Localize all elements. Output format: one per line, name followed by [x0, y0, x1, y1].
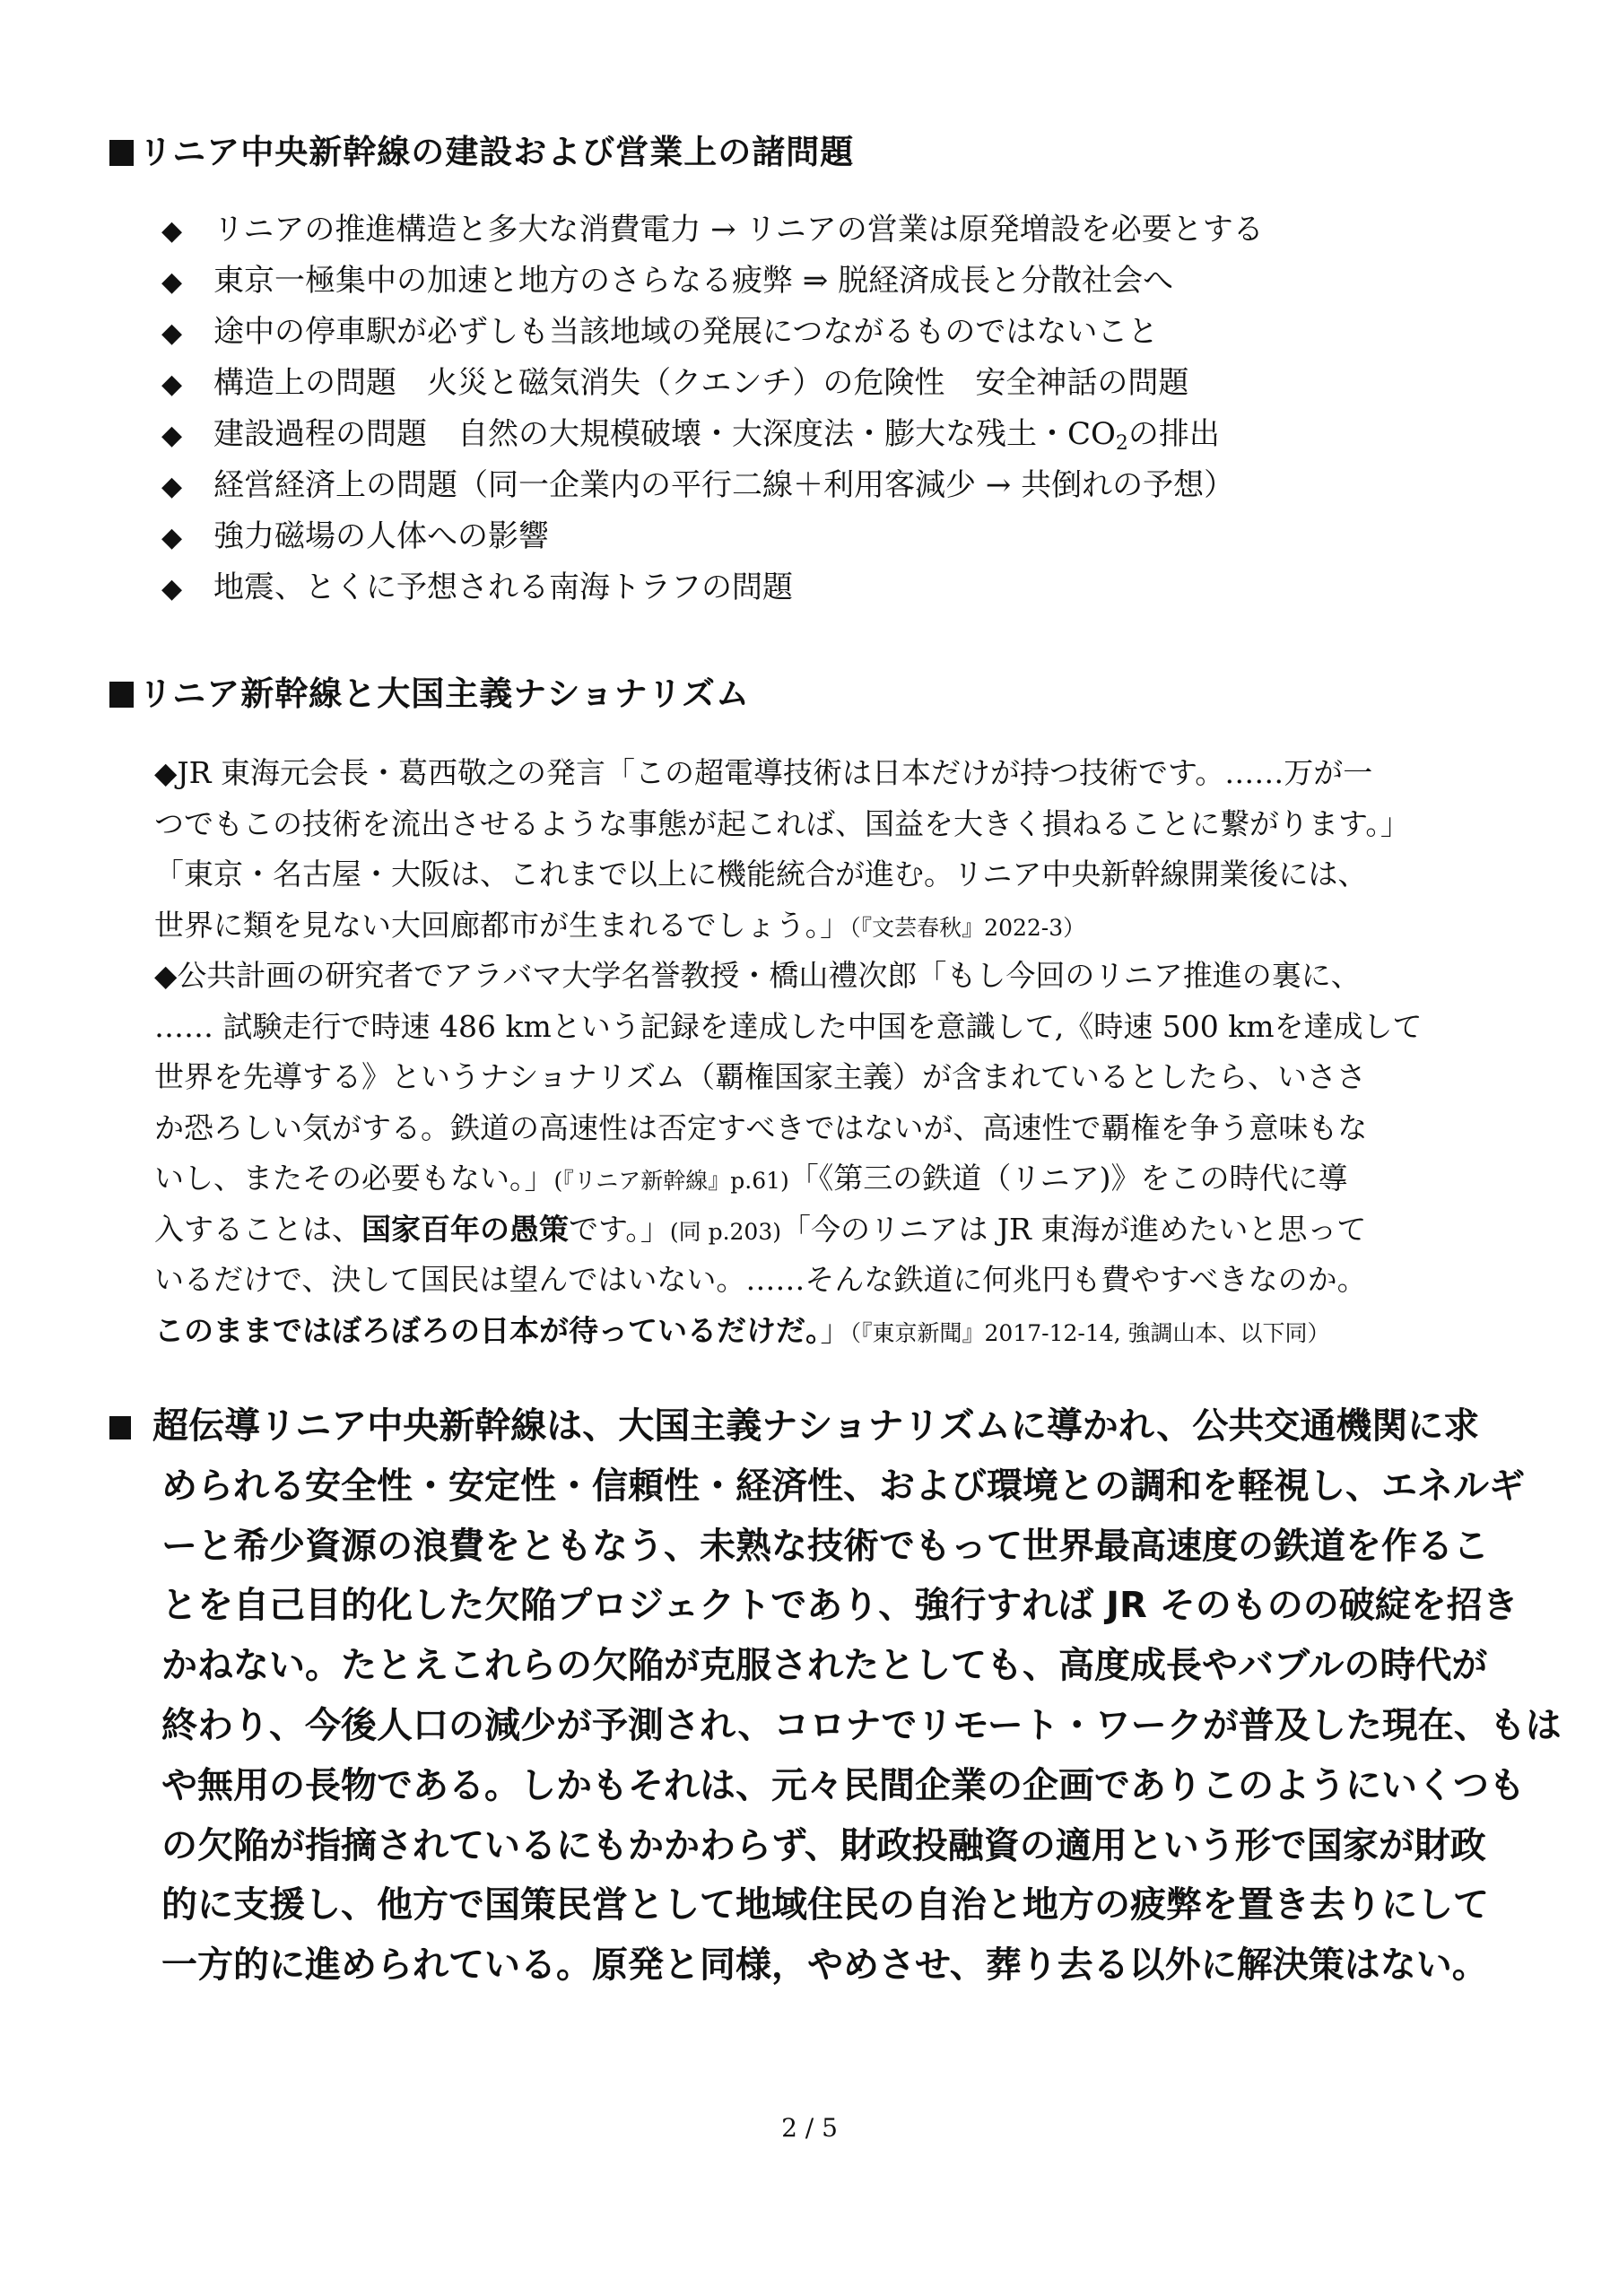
diamond-bullet-icon: ◆: [161, 471, 183, 502]
quotes-paragraph: ◆JR 東海元会長・葛西敬之の発言「この超電導技術は日本だけが持つ技術です。……万が一 つでもこの技術を流出させるような事態が起これば、国益を大きく損ねることに繋がります。」 「東京・名古屋・大阪は、これまで以上に機能統合が進む。リニア中央新幹線開業後には、 世界に類を見ない大回廊都市が生まれるでしょう。」（『文芸春秋』2022-3） ◆公共計画の研究者でアラバマ大学名誉教授・橋山禮次郎「もし今回のリニア推進の裏に、 …… 試験走行で時速 486 kmという記録を達成した中国を意識して,《時速 500 kmを達成して 世界を先導する》というナショナリズム（覇権国家主義）が含まれているとしたら、いささ か恐ろしい気がする。鉄道の高速性は否定すべきではないが、高速性で覇権を争う意味もな いし、またその必要もない。」(『リニア新幹線』p.61)「《第三の鉄道（リニア)》をこの時代に導 入することは、国家百年の愚策です。」(同 p.203)「今のリニアは JR 東海が進めたいと思って いるだけで、決して国民は望んではいない。……そんな鉄道に何兆円も費やすべきなのか。 このままではぼろぼろの日本が待っているだけだ。」（『東京新聞』2017-12-14, 強調山本、以下同）: [154, 755, 1423, 1348]
square-bullet-icon: [109, 1416, 131, 1439]
list-item: ◆ 建設過程の問題 自然の大規模破壊・大深度法・膨大な残土・$CO_2$の排出: [161, 409, 1264, 460]
conclusion-paragraph: 超伝導リニア中央新幹線は、大国主義ナショナリズムに導かれ、公共交通機関に求 められる安全性・安定性・信頼性・経済性、および環境との調和を軽視し、エネルギ ーと希少資源の浪費をともなう、未熟な技術でもって世界最高速度の鉄道を作るこ とを自己目的化した欠陥プロジェクトであり、強行すれば JR そのものの破綻を招き かねない。たとえこれらの欠陥が克服されたとしても、高度成長やバブルの時代が 終わり、今後人口の減少が予測され、コロナでリモート・ワークが普及した現在、もは や無用の長物である。しかもそれは、元々民間企業の企画でありこのようにいくつも の欠陥が指摘されているにもかかわらず、財政投融資の適用という形で国家が財政 的に支援し、他方で国策民営として地域住民の自治と地方の疲弊を置き去りにして 一方的に進められている。原発と同様，やめさせ、葬り去る以外に解決策はない。: [109, 1396, 1545, 1996]
list-item: ◆ 構造上の問題 火災と磁気消失（クエンチ）の危険性 安全神話の問題: [161, 358, 1264, 409]
diamond-bullet-icon: ◆: [161, 266, 183, 298]
list-item: ◆ 経営経済上の問題（同一企業内の平行二線＋利用客減少 → 共倒れの予想）: [161, 460, 1264, 511]
diamond-bullet-icon: ◆: [161, 317, 183, 349]
square-bullet-icon: [109, 682, 134, 708]
list-item: ◆ リニアの推進構造と多大な消費電力 → リニアの営業は原発増設を必要とする: [161, 204, 1264, 256]
section1-heading: [109, 133, 854, 172]
diamond-bullet-icon: ◆: [161, 420, 183, 451]
section1-title: リニア中央新幹線の建設および営業上の諸問題: [139, 133, 855, 171]
diamond-bullet-icon: ◆: [161, 573, 183, 604]
section2-title: リニア新幹線と大国主義ナショナリズム: [139, 674, 751, 713]
citation: （『文芸春秋』2022-3）: [849, 914, 1086, 941]
section1-bullet-list: [161, 204, 1264, 613]
citation: （『東京新聞』2017-12-14, 強調山本、以下同）: [849, 1319, 1330, 1346]
page-number: 2 / 5: [781, 2113, 838, 2143]
list-item: ◆ 地震、とくに予想される南海トラフの問題: [161, 562, 1264, 613]
emphasis-text: このままではぼろぼろの日本が待っているだけだ。: [154, 1312, 821, 1348]
list-item: ◆ 強力磁場の人体への影響: [161, 511, 1264, 562]
list-item: ◆ 途中の停車駅が必ずしも当該地域の発展につながるものではないこと: [161, 307, 1264, 358]
citation: (同 p.203): [669, 1218, 781, 1245]
list-item: ◆ 東京一極集中の加速と地方のさらなる疲弊 ⇒ 脱経済成長と分散社会へ: [161, 256, 1264, 307]
diamond-bullet-icon: ◆: [161, 522, 183, 553]
square-bullet-icon: [109, 140, 134, 166]
emphasis-text: 国家百年の愚策: [361, 1211, 569, 1247]
citation: (『リニア新幹線』p.61): [553, 1168, 789, 1194]
section2-heading: [109, 674, 750, 714]
diamond-bullet-icon: ◆: [161, 369, 183, 400]
diamond-bullet-icon: ◆: [161, 215, 183, 247]
